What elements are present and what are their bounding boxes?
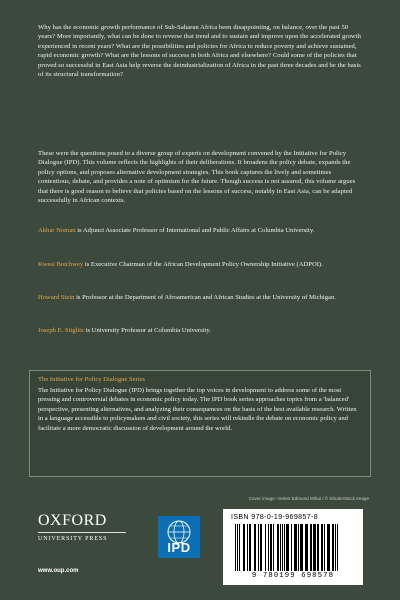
barcode-bar [337,524,338,571]
summary-paragraph: These were the questions posed to a diverse group of experts on development convened by the Initiative for Policy Dialogue (IPD). This volume reflects the highlights of their deliberations. It broadens the policy debate, expands the policy options, and proposes alternative development strategies. This book captures the lively and sometimes contentious, debate, and provides a note of optimism for the future. Though success is not assured, this volume argues that there is good reason to believe that policies based on the lessons of success, notably in East Asia, can be adapted successfully in African contexts. [38,150,356,205]
isbn-label: ISBN 978-0-19-969857-8 [231,514,319,521]
barcode-bar [258,524,259,571]
barcode-bar [239,524,240,571]
contributor-name: Howard Stein [38,294,75,301]
barcode-bar [294,524,297,571]
contributor-name: Kwesi Botchwey [38,261,84,268]
contributor-description: is Adjunct Associate Professor of International and Public Affairs at Columbia University. [75,227,315,234]
barcode-bar [327,524,330,571]
barcode-bar [305,524,308,571]
series-info-box [29,370,371,477]
contributor-name: Joseph E. Stiglitz [38,327,84,334]
barcode-bar [300,524,303,571]
barcode-bar [268,524,269,571]
barcode-bar [237,524,238,571]
barcode-bar [317,524,319,571]
barcode-bar [321,524,323,571]
contributor-description: is University Professor at Columbia University. [83,327,211,334]
contributor-bio [38,260,362,270]
ipd-logo [158,516,200,558]
barcode-bar [310,524,312,571]
barcode-bar [332,524,334,571]
publisher-name: OXFORD [38,512,107,529]
barcode-bar [282,524,283,571]
series-title: The Initiative for Policy Dialogue Series [38,376,146,383]
barcode-bar [313,524,316,571]
isbn-barcode [223,509,363,585]
barcode-bar [235,524,236,571]
barcode-bar [254,524,256,571]
barcode-bar [260,524,262,571]
series-description: The Initiative for Policy Dialogue (IPD) brings together the top voices in development to address some of the most pressing and controversial debates in economic policy today. The IPD book series approaches topics from a 'balanced' perspective, presenting alternatives, and analyzing their consequences on the basis of the best available research. Written in a language accessible to policymakers and civil society, this series will rekindle the debate on economic policy and facilitate a more democratic discussion of development around the world. [38,387,357,432]
barcode-bar [243,524,245,571]
barcode-bar [247,524,248,571]
publisher-url: www.oup.com [38,568,79,574]
barcode-bar [270,524,272,571]
logo-divider [38,532,126,533]
barcode-bar [277,524,279,571]
contributor-bio [38,293,362,303]
contributor-bio [38,226,362,236]
barcode-bar [284,524,285,571]
barcode-bar [324,524,325,571]
barcode-bar [291,524,292,571]
contributor-name: Akbar Noman [38,227,76,234]
barcode-bar [286,524,289,571]
contributor-bio [38,326,362,336]
barcode-bar [273,524,274,571]
contributor-description: is Executive Chairman of the African Development Policy Ownership Initiative (ADPOI). [83,261,323,268]
publisher-subtitle: UNIVERSITY PRESS [38,536,108,542]
cover-image-credit: Cover image: Vertes Edmond Mihai / © Shutterstock Image [248,496,369,501]
barcode-bar [298,524,299,571]
isbn-digits: 9 780199 698578 [251,572,335,580]
barcode-bar [265,524,266,571]
barcode-bar [249,524,251,571]
intro-paragraph: Why has the economic growth performance of Sub-Saharan Africa been disappointing, on balance, over the past 50 years? More importantly, what can be done to reverse that trend and to sustain and improve upon the accelerated growth experienced in recent years? What are the possibilities and policies for Africa to reduce poverty and achieve sustained, rapid economic growth? What are the lessons of success in both Africa and elsewhere? Could some of the policies that proved so successful in East Asia help reverse the deindustrialization of Africa in the past three decades and be the basis of its structural transformation? [38,24,361,79]
barcode-icon [233,524,353,571]
barcode-bar [280,524,281,571]
barcode-bar [335,524,336,571]
contributor-description: is Professor at the Department of Afroamerican and African Studies at the University of Michigan. [74,294,336,301]
ipd-logo-label: IPD [167,540,191,555]
oxford-logo [38,513,126,542]
